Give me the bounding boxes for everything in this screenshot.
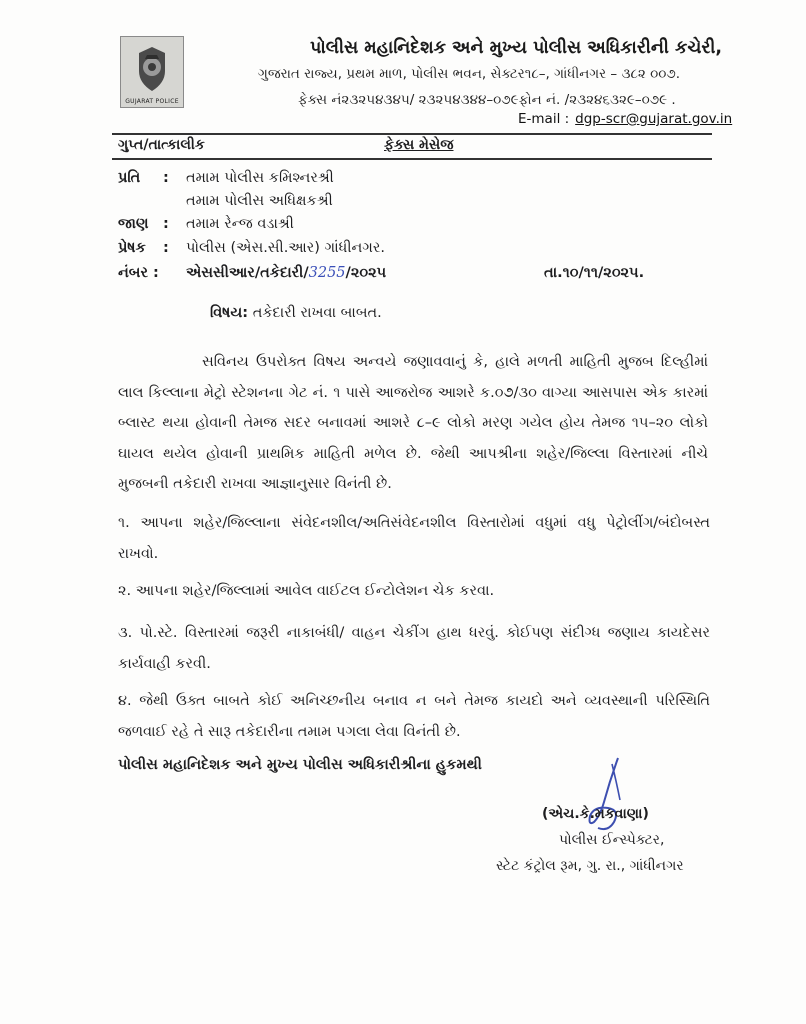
number-prefix: એસસીઆર/તકેદારી/ [186,265,309,281]
from-value: પોલીસ (એસ.સી.આર) ગાંધીનગર. [186,240,385,256]
to-line-2: તમામ પોલીસ અધિક્ષકશ્રી [186,193,333,209]
address-line: ગુજરાત રાજ્ય, પ્રથમ માળ, પોલીસ ભવન, સેક્ટર૧૮–, ગાંધીનગર – ૩૮૨ ૦૦૭. [258,66,681,82]
subject-text: તકેદારી રાખવા બાબત. [252,305,382,321]
instruction-point-2: ૨. આપના શહેર/જિલ્લામાં આવેલ વાઈટલ ઈન્ટોલેશન ચેક કરવા. [118,583,495,599]
cc-separator: : [163,216,169,232]
cc-value: તમામ રેન્જ વડાશ્રી [186,216,294,232]
secrecy-label: ગુપ્ત/તાત્કાલીક [118,137,205,153]
subject-label: વિષય: [210,305,249,321]
number-handwritten: 3255 [308,265,346,281]
signatory-name: (એચ.કે.મકવાણા) [542,806,649,822]
email-address[interactable]: dgp-scr@gujarat.gov.in [575,111,733,127]
email-row [518,111,732,127]
to-separator: : [163,170,169,186]
from-separator: : [163,240,169,256]
instruction-point-1: ૧. આપના શહેર/જિલ્લાના સંવેદનશીલ/અતિસંવેદનશીલ વિસ્તારોમાં વધુમાં વધુ પેટ્રોલીંગ/બંદોબસ્ત રાખવો. [118,515,710,562]
signatory-designation: પોલીસ ઈન્સ્પેક્ટર, [559,832,665,848]
to-line-1: તમામ પોલીસ કમિશ્નરશ્રી [186,170,334,186]
reference-number [186,265,386,281]
from-label: પ્રેષક [118,240,146,256]
emblem-caption: GUJARAT POLICE [125,98,179,105]
emblem-graphic [121,37,183,107]
message-type-heading: ફેક્સ મેસેજ [384,137,454,153]
cc-label: જાણ [118,216,149,232]
gujarat-police-emblem [120,36,184,108]
number-label: નંબર : [118,265,159,281]
handwritten-signature [568,750,648,840]
intro-paragraph: સવિનય ઉપરોક્ત વિષય અન્વયે જણાવવાનું કે, હાલે મળતી માહિતી મુજબ દિલ્હીમાં લાલ કિલ્લાના મેટ્રો સ્ટેશનના ગેટ નં. ૧ પાસે આજરોજ આશરે ક.૦૭/૩૦ વાગ્યા આસપાસ એક કારમાં બ્લાસ્ટ થયા હોવાની તેમજ સદર બનાવમાં આશરે ૮–૯ લોકો મરણ ગયેલ હોય તેમજ ૧૫–૨૦ લોકો ઘાયલ થયેલ હોવાની પ્રાથમિક માહિતી મળેલ છે. જેથી આપશ્રીના શહેર/જિલ્લા વિસ્તારમાં નીચે મુજબની તકેદારી રાખવા આજ્ઞાનુસાર વિનંતી છે. [118,354,708,492]
instruction-point-3: ૩. પો.સ્ટે. વિસ્તારમાં જરૂરી નાકાબંધી/ વાહન ચેકીંગ હાથ ધરવું. કોઈપણ સંદીગ્ધ જણાય કાયદેસર કાર્યવાહી કરવી. [118,625,710,672]
email-label: E-mail : [518,111,570,127]
instruction-point-4: ૪. જેથી ઉક્ત બાબતે કોઈ અનિચ્છનીય બનાવ ન બને તેમજ કાયદો અને વ્યવસ્થાની પરિસ્થિતિ જળવાઈ રહે તે સારૂ તકેદારીના તમામ પગલા લેવા વિનંતી છે. [118,693,710,740]
to-label: પ્રતિ [118,170,141,186]
signatory-office: સ્ટેટ કંટ્રોલ રૂમ, ગુ. રા., ગાંધીનગર [496,858,684,874]
office-title: પોલીસ મહાનિદેશક અને મુખ્ય પોલીસ અધિકારીની કચેરી, [310,38,723,58]
header-divider [112,133,712,135]
subject-line [210,305,382,321]
letter-date: તા.૧૦/૧૧/૨૦૨૫. [544,265,645,281]
meta-divider [112,158,712,160]
number-suffix: /૨૦૨૫ [345,265,387,281]
order-line: પોલીસ મહાનિદેશક અને મુખ્ય પોલીસ અધિકારીશ્રીના હુકમથી [118,757,482,773]
fax-phone-line: ફેક્સ નં૨૩૨૫૪૩૪૫/ ૨૩૨૫૪૩૪૪–૦૭૯ફોન નં. /૨૩૨૪૬૩૨૯–૦૭૯ . [298,92,676,108]
